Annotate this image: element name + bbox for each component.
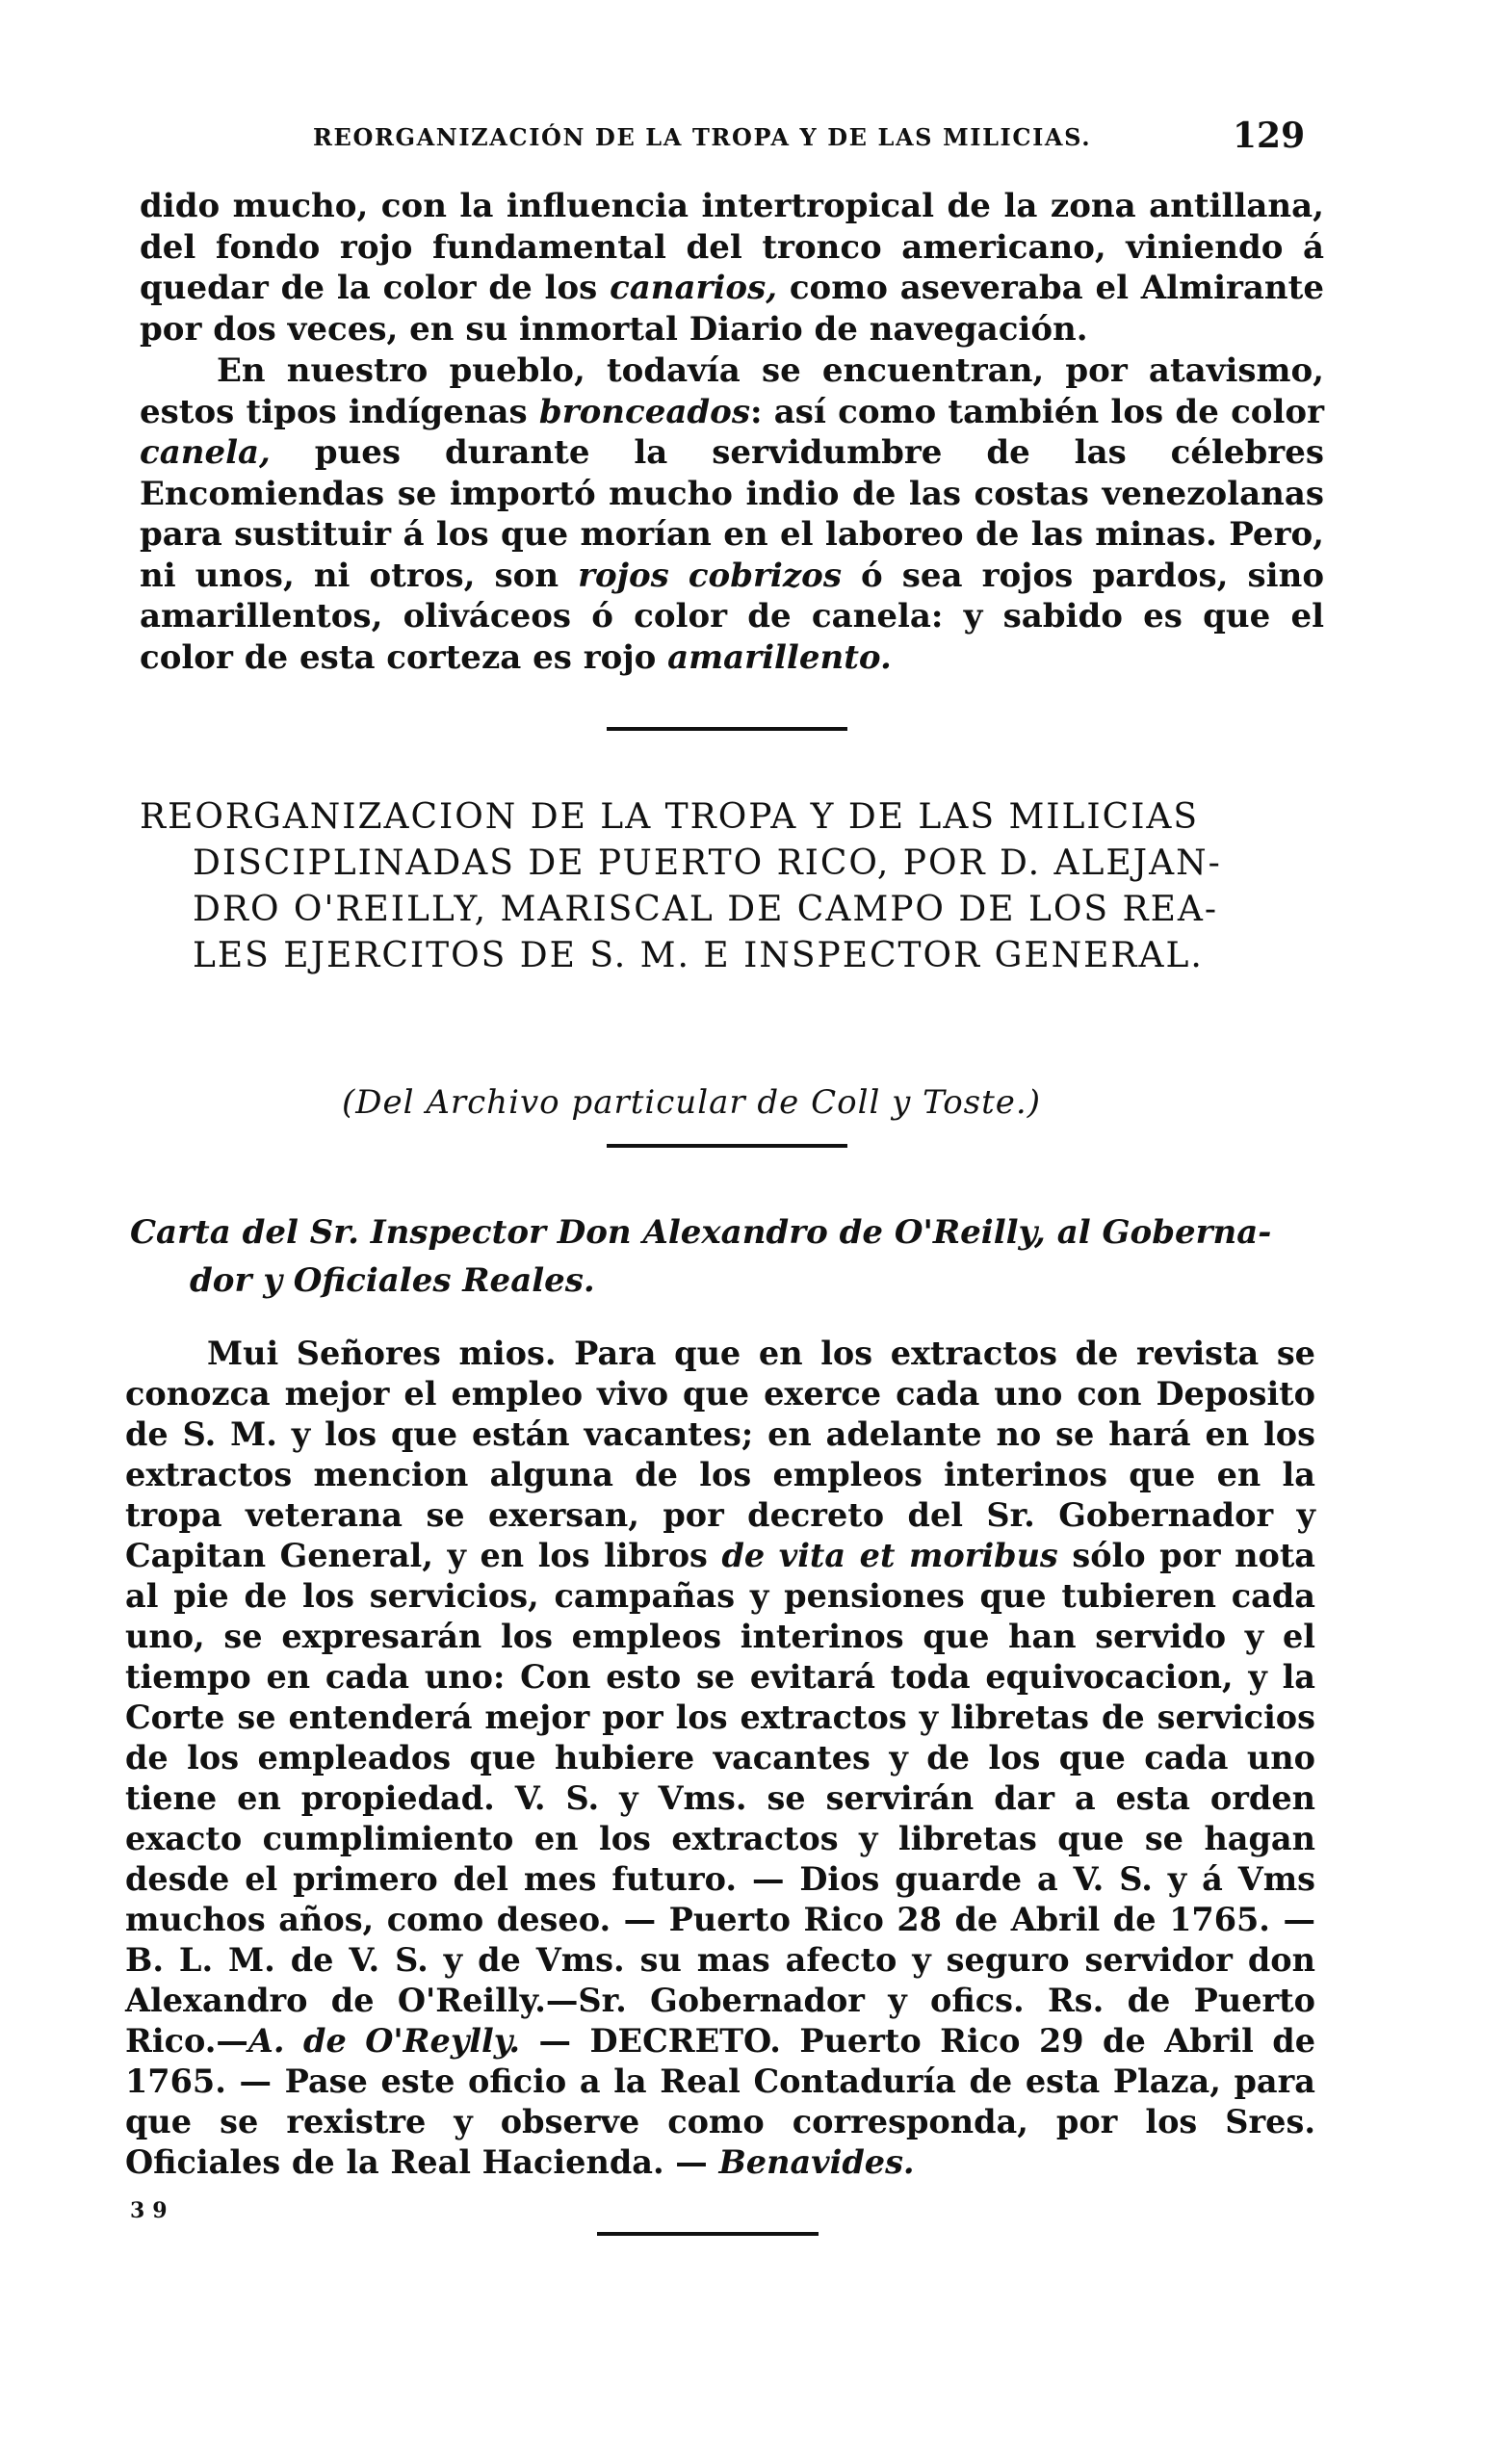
letter-title-line: dor y Oficiales Reales.	[190, 1261, 595, 1300]
text-run: ó sea rojos pardos, sino amarillentos, oliváceos ó color de canela: y sabido es que el color de esta corteza es rojo	[140, 556, 1324, 677]
text-run: como aseveraba el Almirante por dos veces, en su inmortal Diario de navegación.	[140, 269, 1324, 349]
italic-term: bronceados	[538, 392, 750, 431]
letter-title	[130, 1208, 1324, 1305]
section-divider	[607, 727, 847, 731]
heading-line: LES EJERCITOS DE S. M. E INSPECTOR GENERAL.	[193, 936, 1204, 975]
letter-title-line: Carta del Sr. Inspector Don Alexandro de O'Reilly, al Goberna-	[130, 1213, 1272, 1252]
letter-body	[125, 1334, 1315, 2183]
text-run: Mui Señores mios. Para que en los extractos de revista se conozca mejor el empleo vivo que exerce cada uno con Deposito de S. M. y los que están vacantes; en adelante no se hará en los extractos mencion alguna de los empleos interinos que en la tropa veterana se exersan, por decreto del Sr. Gobernador y Capitan General, y en los libros	[125, 1335, 1315, 1574]
italic-term: canarios,	[610, 269, 778, 307]
page-number: 129	[1233, 116, 1306, 156]
continuation-paragraph-1	[140, 186, 1324, 350]
archive-note: (Del Archivo particular de Coll y Toste.)	[342, 1083, 1041, 1122]
text-run: pues durante la servidumbre de las célebres Encomiendas se importó mucho indio de las costas venezolanas para sustituir á los que morían en el laboreo de las minas. Pero, ni unos, ni otros, son	[140, 433, 1324, 595]
text-run: : así como también los de color	[749, 392, 1324, 431]
text-run: sólo por nota al pie de los servicios, campañas y pensiones que tubieren cada uno, se expresarán los empleos interinos que han servido y el tiempo en cada uno: Con esto se evitará toda equivocacion, y la Corte se entenderá mejor por los extractos y libretas de servicios de los empleados que hubiere vacantes y de los que cada uno tiene en propiedad. V. S. y Vms. se servirán dar a esta orden exacto cumplimiento en los extractos y libretas que se hagan desde el primero del mes futuro. — Dios guarde a V. S. y á Vms muchos años, como deseo. — Puerto Rico 28 de Abril de 1765. — B. L. M. de V. S. y de Vms. su mas afecto y seguro servidor don Alexandro de O'Reilly.—Sr. Gobernador y ofics. Rs. de Puerto Rico.—	[125, 1537, 1315, 2060]
italic-signature: A. de O'Reylly.	[247, 2022, 521, 2060]
italic-signature: Benavides.	[718, 2143, 915, 2181]
italic-term: amarillento.	[667, 637, 892, 677]
printer-signature-mark: 39	[130, 2198, 175, 2223]
section-heading	[140, 794, 1324, 979]
heading-line: DRO O'REILLY, MARISCAL DE CAMPO DE LOS REA-	[193, 890, 1219, 929]
italic-term: rojos cobrizos	[578, 556, 842, 595]
continuation-paragraph-2	[140, 350, 1324, 678]
italic-term: de vita et moribus	[721, 1537, 1058, 1574]
text-run: En nuestro pueblo, todavía se encuentran, por atavismo, estos tipos indígenas	[140, 351, 1324, 431]
italic-term: canela,	[140, 433, 271, 472]
running-header: REORGANIZACIÓN DE LA TROPA Y DE LAS MILICIAS.	[313, 123, 1092, 151]
heading-line: DISCIPLINADAS DE PUERTO RICO, POR D. ALEJAN-	[193, 843, 1222, 883]
archive-divider	[607, 1144, 847, 1148]
heading-line: REORGANIZACION DE LA TROPA Y DE LAS MILICIAS	[140, 797, 1200, 837]
text-run: dido mucho, con la influencia intertropical de la zona antillana, del fondo rojo fundamental del tronco americano, viniendo á quedar de la color de los	[140, 187, 1324, 307]
text-run: — DECRETO. Puerto Rico 29 de Abril de 1765. — Pase este oficio a la Real Contaduría de esta Plaza, para que se rexistre y observe como corresponda, por los Sres. Oficiales de la Real Hacienda. —	[125, 2022, 1316, 2181]
footer-divider	[597, 2232, 819, 2236]
